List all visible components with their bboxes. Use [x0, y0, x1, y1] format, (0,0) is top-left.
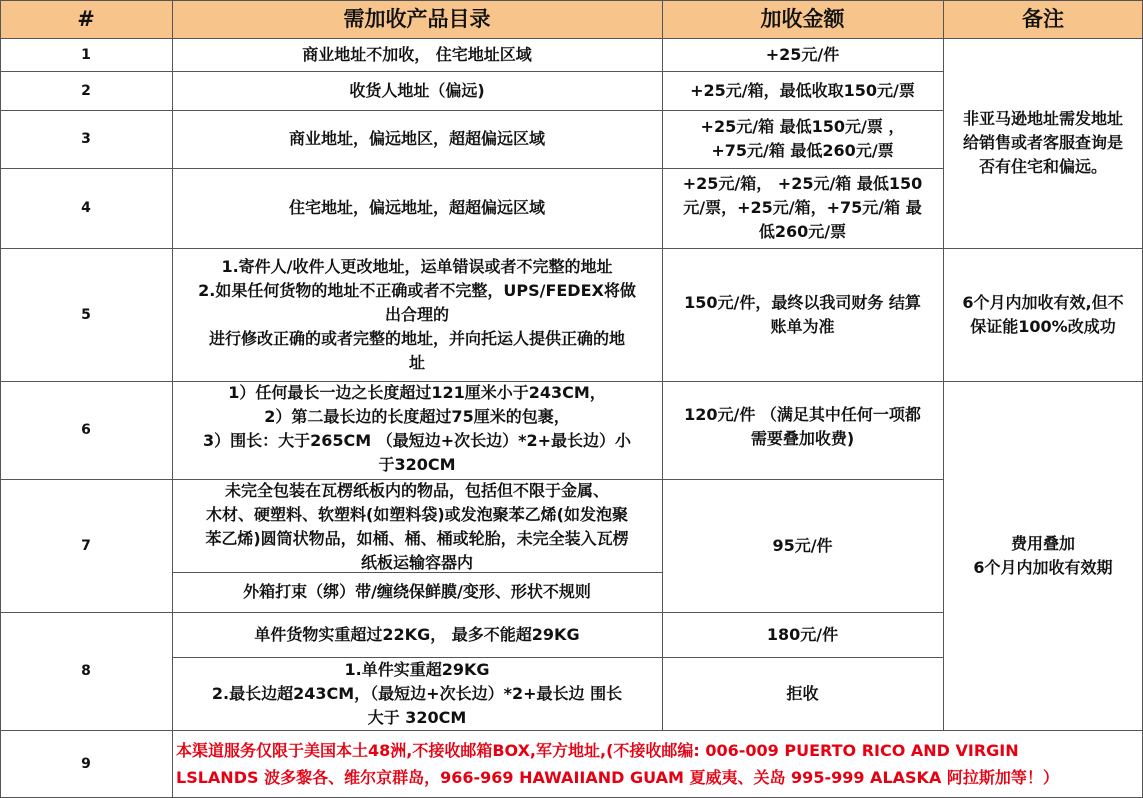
fee-cell: 95元/件 — [772, 535, 833, 555]
item-cell: 收货人地址（偏远) — [349, 80, 485, 100]
row-number: 9 — [81, 756, 91, 772]
header-note: 备注 — [943, 0, 1143, 38]
header-items: 需加收产品目录 — [172, 0, 662, 38]
surcharge-note: 费用叠加 6个月内加收有效期 — [973, 533, 1113, 577]
row-number: 7 — [81, 537, 91, 554]
item-cell: 外箱打束（绑）带/缠绕保鲜膜/变形、形状不规则 — [243, 582, 591, 601]
grid-line — [0, 168, 943, 169]
grid-line — [943, 0, 944, 730]
fee-cell: 180元/件 — [766, 624, 839, 644]
grid-line — [172, 657, 943, 658]
grid-line — [0, 612, 943, 613]
item-cell: 未完全包装在瓦楞纸板内的物品，包括但不限于金属、 木材、硬塑料、软塑料(如塑料袋)或发泡聚苯乙烯(如发泡聚 苯乙烯)圆筒状物品，如桶、桶、桶或轮胎，未完全装入瓦楞 纸板运输容器内 — [205, 481, 629, 572]
row-number: 6 — [81, 422, 91, 438]
fee-cell: 拒收 — [786, 683, 819, 703]
row-number: 8 — [81, 663, 91, 679]
row-number: 2 — [81, 82, 91, 99]
grid-line — [0, 71, 943, 72]
fee-cell: +25元/箱，最低收取150元/票 — [690, 80, 915, 100]
fee-cell: 120元/件 （满足其中任何一项都 需要叠加收费) — [684, 405, 921, 448]
grid-line — [0, 479, 943, 480]
row-number: 3 — [81, 131, 91, 147]
item-cell: 1.寄件人/收件人更改地址，运单错误或者不完整的地址 2.如果任何货物的地址不正确或者不完整，UPS/FEDEX将做 出合理的 进行修改正确的或者完整的地址，并向托运人提供正确的地 址 — [198, 256, 636, 372]
row-number: 4 — [81, 200, 91, 216]
item-cell: 1）任何最长一边之长度超过121厘米小于243CM， 2）第二最长边的长度超过75厘米的包裹， 3）围长：大于265CM （最短边+次长边）*2+最长边）小 于320CM — [202, 383, 632, 474]
address-note: 非亚马逊地址需发地址 给销售或者客服查询是 否有住宅和偏远。 — [962, 109, 1123, 176]
row-number: 5 — [81, 306, 91, 323]
service-notice: 本渠道服务仅限于美国本土48洲,不接收邮箱BOX,军方地址,(不接收邮编: 006-009 PUERTO RICO AND VIRGIN LSLANDS 波多黎各、维尔京群岛，966-969 HAWAIIAND GUAM 夏威夷、关岛 995-999 ALASKA 阿拉斯加等！） — [176, 741, 1059, 787]
item-cell: 单件货物实重超过22KG， 最多不能超29KG — [254, 624, 580, 644]
correction-note: 6个月内加收有效,但不 保证能100%改成功 — [962, 292, 1124, 336]
item-cell: 1.单件实重超29KG 2.最长边超243CM，（最短边+次长边）*2+最长边 围长 大于 320CM — [211, 659, 623, 727]
fee-cell: +25元/箱 最低150元/票 ， +75元/箱 最低260元/票 — [700, 117, 905, 160]
fee-cell: +25元/件 — [765, 44, 840, 64]
item-cell: 住宅地址，偏远地址，超超偏远区域 — [288, 198, 545, 217]
grid-line — [172, 0, 173, 798]
header-number: # — [0, 0, 172, 38]
grid-line — [0, 0, 1, 798]
grid-line — [662, 0, 663, 730]
item-cell: 商业地址不加收， 住宅地址区域 — [302, 44, 532, 64]
item-cell: 商业地址，偏远地区，超超偏远区域 — [288, 129, 545, 148]
row-number: 1 — [81, 46, 91, 63]
header-fee: 加收金额 — [662, 0, 943, 38]
grid-line — [172, 572, 662, 573]
grid-line — [0, 110, 943, 111]
fee-cell: 150元/件，最终以我司财务 结算 账单为准 — [684, 292, 921, 336]
fee-cell: +25元/箱， +25元/箱 最低150 元/票，+25元/箱，+75元/箱 最 低260元/票 — [682, 174, 923, 241]
